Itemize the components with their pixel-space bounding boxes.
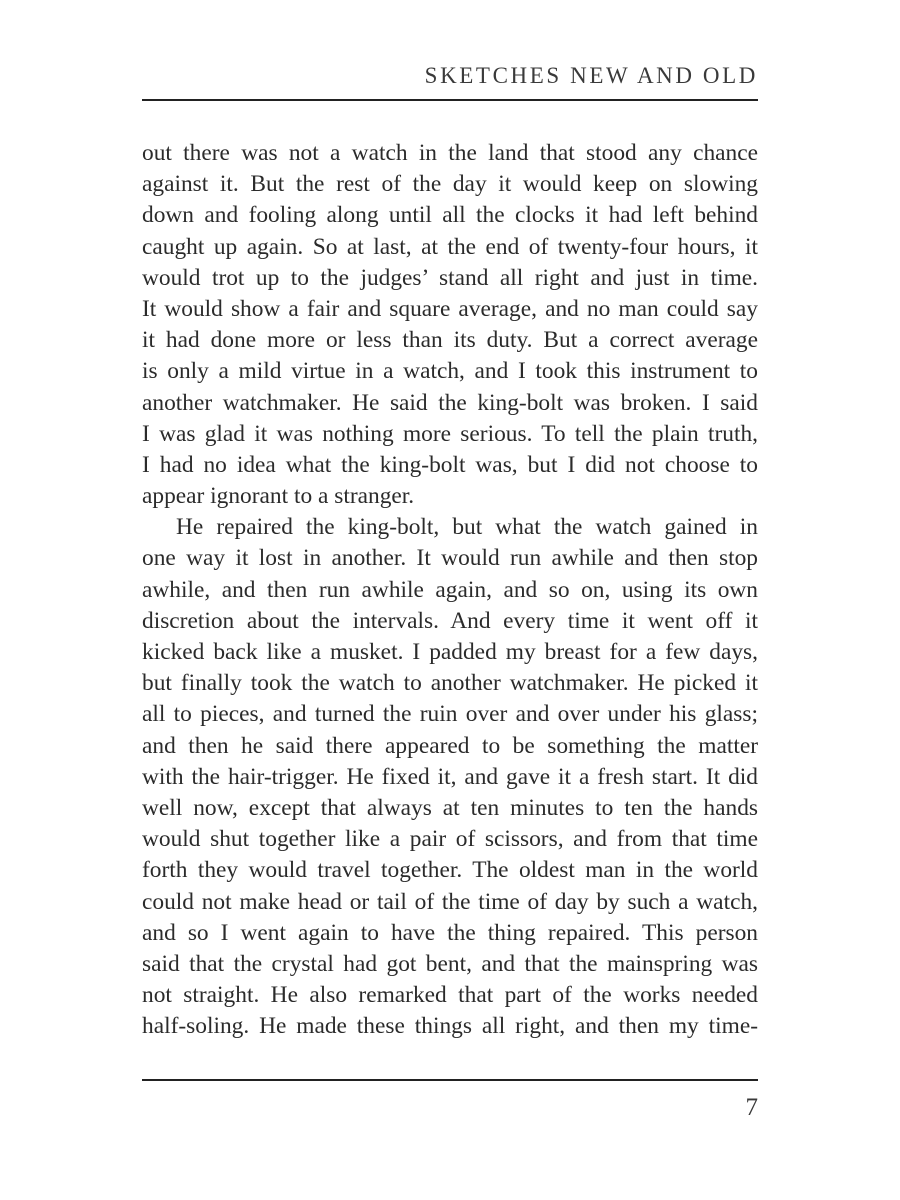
page-number: 7 bbox=[745, 1094, 758, 1121]
text-line: is only a mild virtue in a watch, and I took this instrument to bbox=[142, 358, 758, 385]
text-line: and so I went again to have the thing repaired. This person bbox=[142, 919, 758, 946]
text-line: but finally took the watch to another watchmaker. He picked it bbox=[142, 670, 758, 697]
text-line: with the hair-trigger. He fixed it, and gave it a fresh start. It did bbox=[142, 763, 758, 790]
text-line: caught up again. So at last, at the end of twenty-four hours, it bbox=[142, 233, 758, 260]
running-head: SKETCHES NEW AND OLD bbox=[424, 63, 758, 88]
text-line: out there was not a watch in the land that stood any chance bbox=[142, 140, 758, 166]
text-block bbox=[142, 138, 758, 1042]
text-line: kicked back like a musket. I padded my breast for a few days, bbox=[142, 639, 758, 665]
text-line: He repaired the king-bolt, but what the watch gained in bbox=[176, 514, 758, 541]
text-line: I had no idea what the king-bolt was, but I did not choose to bbox=[142, 451, 758, 478]
text-line: awhile, and then run awhile again, and so on, using its own bbox=[142, 576, 758, 603]
text-line: half-soling. He made these things all right, and then my time- bbox=[142, 1013, 758, 1040]
text-line: one way it lost in another. It would run awhile and then stop bbox=[142, 545, 758, 572]
text-line: said that the crystal had got bent, and that the mainspring was bbox=[142, 950, 758, 977]
text-line: discretion about the intervals. And every time it went off it bbox=[142, 607, 758, 634]
footer-rule bbox=[142, 1079, 758, 1081]
text-line: it had done more or less than its duty. But a correct average bbox=[142, 327, 758, 354]
text-line: another watchmaker. He said the king-bolt was broken. I said bbox=[142, 389, 758, 416]
text-line: against it. But the rest of the day it would keep on slowing bbox=[142, 171, 758, 198]
paragraph-2 bbox=[142, 512, 758, 1042]
text-line: down and fooling along until all the clocks it had left behind bbox=[142, 202, 758, 229]
text-line: and then he said there appeared to be something the matter bbox=[142, 732, 758, 759]
text-line: all to pieces, and turned the ruin over and over under his glass; bbox=[142, 701, 758, 728]
text-line: forth they would travel together. The oldest man in the world bbox=[142, 857, 758, 884]
text-line: could not make head or tail of the time of day by such a watch, bbox=[142, 888, 758, 915]
text-line: appear ignorant to a stranger. bbox=[142, 483, 415, 510]
text-line: would shut together like a pair of scissors, and from that time bbox=[142, 826, 758, 853]
paragraph-1 bbox=[142, 138, 758, 512]
header-rule bbox=[142, 99, 758, 101]
text-line: would trot up to the judges’ stand all right and just in time. bbox=[142, 264, 758, 291]
text-line: well now, except that always at ten minutes to ten the hands bbox=[142, 794, 758, 821]
text-line: I was glad it was nothing more serious. To tell the plain truth, bbox=[142, 420, 758, 447]
text-line: It would show a fair and square average, and no man could say bbox=[142, 295, 758, 322]
text-line: not straight. He also remarked that part of the works needed bbox=[142, 982, 758, 1009]
